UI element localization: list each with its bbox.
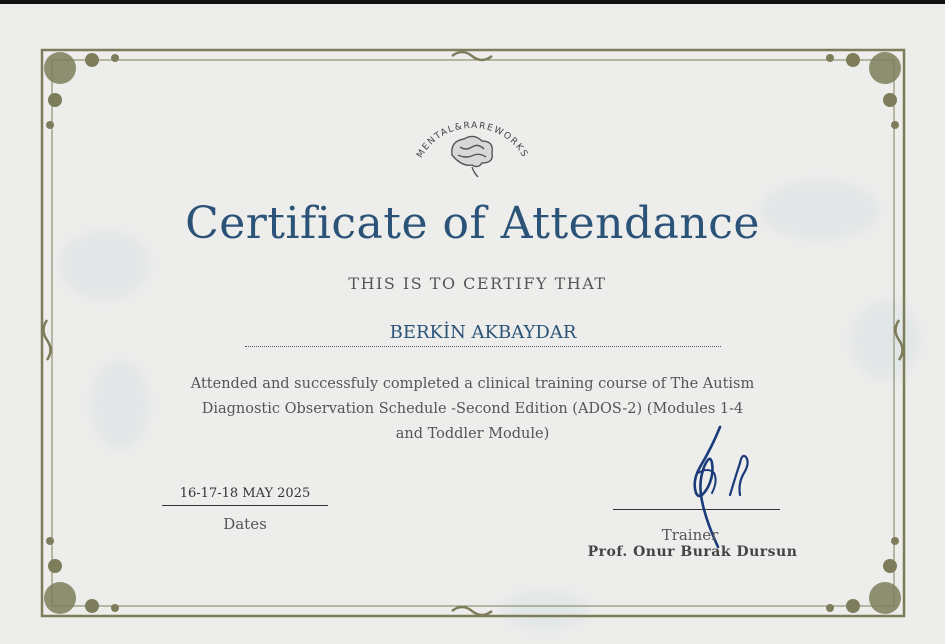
- description-line: Attended and successfuly completed a clinical training course of The Autism: [190, 376, 755, 392]
- certify-subtitle: THIS IS TO CERTIFY THAT: [348, 274, 607, 293]
- bottom-center-ornament: [452, 607, 492, 615]
- recipient-name: BERKİN AKBAYDAR: [245, 322, 721, 347]
- logo-brand-text: MENTAL&RAREWORKS: [415, 120, 530, 160]
- trainer-label: Trainer: [661, 526, 719, 544]
- certificate-title: Certificate of Attendance: [185, 198, 760, 249]
- trainer-name: Prof. Onur Burak Dursun: [587, 544, 798, 560]
- corner-ornament-top-right: [826, 52, 901, 129]
- corner-ornament-top-left: [44, 52, 119, 129]
- description-line: and Toddler Module): [395, 426, 550, 442]
- dates-label: Dates: [223, 515, 267, 533]
- company-logo: [405, 103, 540, 181]
- corner-ornament-bottom-right: [826, 537, 901, 614]
- course-dates-value: 16-17-18 MAY 2025: [162, 486, 328, 506]
- left-center-ornament: [44, 320, 51, 360]
- corner-ornament-bottom-left: [44, 537, 119, 614]
- right-center-ornament: [896, 320, 903, 360]
- brain-icon: [452, 136, 493, 177]
- top-center-ornament: [452, 52, 492, 60]
- description-line: Diagnostic Observation Schedule -Second Edition (ADOS-2) (Modules 1-4: [201, 401, 744, 417]
